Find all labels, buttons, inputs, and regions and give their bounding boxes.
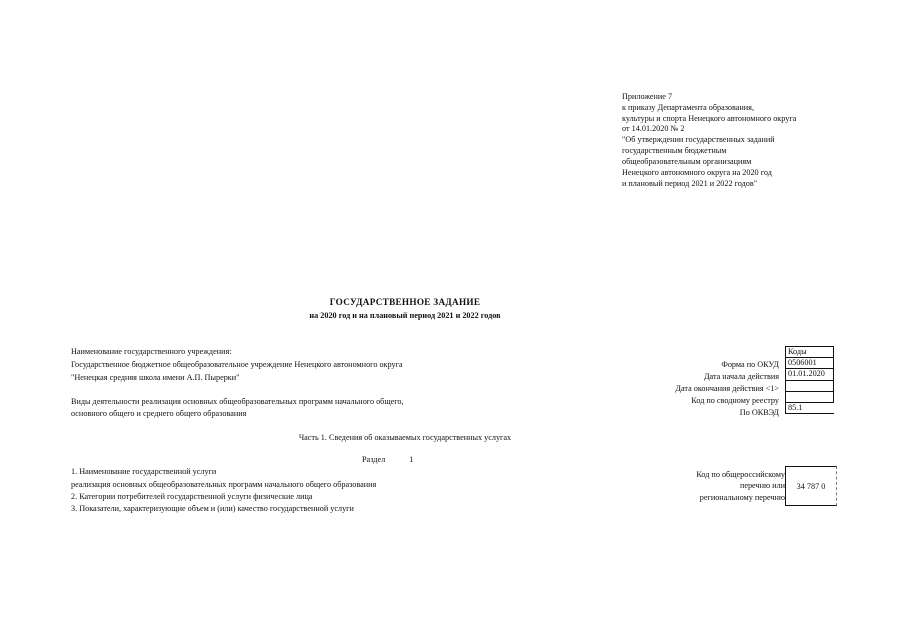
service-item1-label: 1. Наименование государственной услуги (71, 467, 217, 476)
codes-header: Коды (785, 346, 834, 358)
section-heading (362, 455, 413, 464)
section-label: Раздел (362, 455, 386, 464)
appendix-block (622, 92, 862, 189)
institution-name-line2: "Ненецкая средняя школа имени А.П. Пырерки" (71, 373, 240, 382)
institution-label: Наименование государственного учреждения: (71, 347, 232, 356)
code-label-start-date: Дата начала действия (703, 372, 779, 381)
code-value-registry (785, 392, 834, 403)
code-label-okud: Форма по ОКУД (721, 360, 779, 369)
appendix-line: и плановый период 2021 и 2022 годов" (622, 178, 758, 188)
service-item3: 3. Показатели, характеризующие объем и (или) качество государственной услуги (71, 504, 354, 513)
appendix-line: культуры и спорта Ненецкого автономного округа (622, 113, 797, 123)
section-number: 1 (409, 455, 414, 464)
registry-code-box (785, 466, 837, 506)
appendix-line: "Об утверждении государственных заданий (622, 135, 775, 145)
institution-name-line1: Государственное бюджетное общеобразовательное учреждение Ненецкого автономного округа (71, 360, 403, 369)
codes-table (785, 346, 834, 414)
registry-label-line1: Код по общероссийскому (696, 470, 785, 479)
appendix-line: государственным бюджетным (622, 146, 727, 156)
appendix-line: общеобразовательным организациям (622, 156, 752, 166)
code-value-okud: 0506001 (785, 358, 834, 369)
registry-label (696, 469, 785, 503)
appendix-line: от 14.01.2020 № 2 (622, 124, 685, 134)
code-value-end-date (785, 381, 834, 392)
activities-line1: Виды деятельности реализация основных общеобразовательных программ начального общего, (71, 397, 404, 406)
part-title: Часть 1. Сведения об оказываемых государственных услугах (298, 433, 512, 442)
document-title: ГОСУДАРСТВЕННОЕ ЗАДАНИЕ (329, 297, 481, 307)
service-item1-value: реализация основных общеобразовательных программ начального общего образования (71, 480, 377, 489)
code-label-end-date: Дата окончания действия <1> (675, 384, 779, 393)
registry-code-value: 34 787 0 (796, 481, 826, 491)
registry-label-line3: региональному перечню (699, 492, 785, 502)
appendix-line: к приказу Департамента образования, (622, 102, 754, 112)
appendix-line: Приложение 7 (622, 92, 673, 101)
registry-label-line2: перечню или (739, 481, 785, 491)
service-item2: 2. Категории потребителей государственной услуги физические лица (71, 492, 313, 501)
code-value-start-date: 01.01.2020 (785, 369, 834, 380)
code-label-registry: Код по сводному реестру (691, 396, 779, 405)
activities-line2: основного общего и среднего общего образования (71, 409, 247, 418)
appendix-line: Ненецкого автономного округа на 2020 год (622, 167, 772, 177)
code-label-okved: По ОКВЭД (739, 408, 779, 417)
document-subtitle: на 2020 год и на плановый период 2021 и 2022 годов (309, 311, 501, 320)
code-value-okved: 85.1 (785, 403, 834, 414)
